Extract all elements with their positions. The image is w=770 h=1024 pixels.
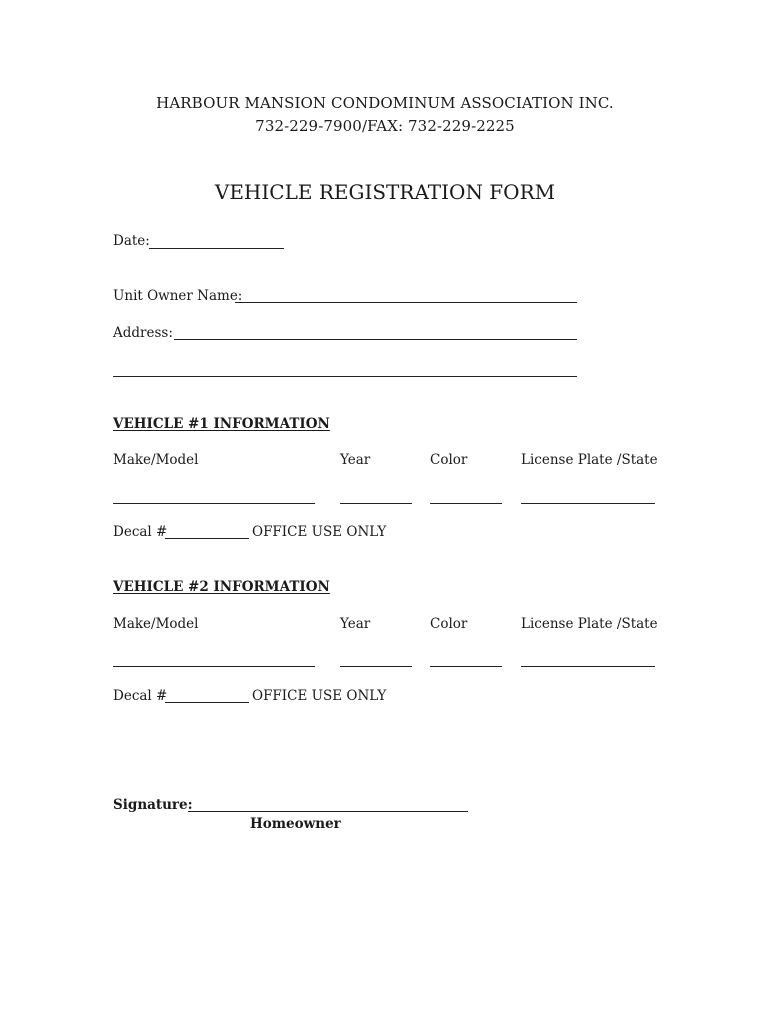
vehicle1-color-label: Color bbox=[430, 452, 468, 468]
address-field-line-2[interactable] bbox=[113, 376, 577, 377]
phone-fax: 732-229-7900/FAX: 732-229-2225 bbox=[255, 117, 515, 135]
vehicle1-decal-label: Decal # bbox=[113, 524, 168, 540]
vehicle1-heading: VEHICLE #1 INFORMATION bbox=[113, 416, 330, 432]
signature-label: Signature: bbox=[113, 797, 193, 813]
date-field[interactable] bbox=[149, 248, 284, 249]
vehicle2-make-label: Make/Model bbox=[113, 616, 199, 632]
form-title: VEHICLE REGISTRATION FORM bbox=[214, 180, 556, 204]
vehicle2-decal-label: Decal # bbox=[113, 688, 168, 704]
signature-field[interactable] bbox=[188, 811, 468, 812]
signature-role: Homeowner bbox=[250, 816, 341, 832]
address-field-line-1[interactable] bbox=[174, 339, 577, 340]
address-label: Address: bbox=[113, 325, 173, 341]
date-label: Date: bbox=[113, 233, 150, 249]
vehicle1-make-field[interactable] bbox=[113, 503, 315, 504]
vehicle1-decal-field[interactable] bbox=[165, 538, 249, 539]
vehicle2-year-label: Year bbox=[340, 616, 371, 632]
vehicle1-plate-field[interactable] bbox=[521, 503, 655, 504]
vehicle1-office-use: OFFICE USE ONLY bbox=[252, 524, 387, 540]
vehicle2-make-field[interactable] bbox=[113, 666, 315, 667]
owner-name-label: Unit Owner Name: bbox=[113, 288, 243, 304]
vehicle2-plate-label: License Plate /State bbox=[521, 616, 658, 632]
vehicle2-year-field[interactable] bbox=[340, 666, 412, 667]
vehicle1-make-label: Make/Model bbox=[113, 452, 199, 468]
association-name: HARBOUR MANSION CONDOMINUM ASSOCIATION INC. bbox=[156, 94, 614, 112]
vehicle1-year-label: Year bbox=[340, 452, 371, 468]
vehicle2-decal-field[interactable] bbox=[165, 702, 249, 703]
vehicle1-year-field[interactable] bbox=[340, 503, 412, 504]
vehicle1-color-field[interactable] bbox=[430, 503, 502, 504]
vehicle2-office-use: OFFICE USE ONLY bbox=[252, 688, 387, 704]
vehicle2-heading: VEHICLE #2 INFORMATION bbox=[113, 579, 330, 595]
vehicle1-plate-label: License Plate /State bbox=[521, 452, 658, 468]
vehicle2-plate-field[interactable] bbox=[521, 666, 655, 667]
vehicle2-color-label: Color bbox=[430, 616, 468, 632]
owner-name-field[interactable] bbox=[235, 302, 577, 303]
vehicle2-color-field[interactable] bbox=[430, 666, 502, 667]
